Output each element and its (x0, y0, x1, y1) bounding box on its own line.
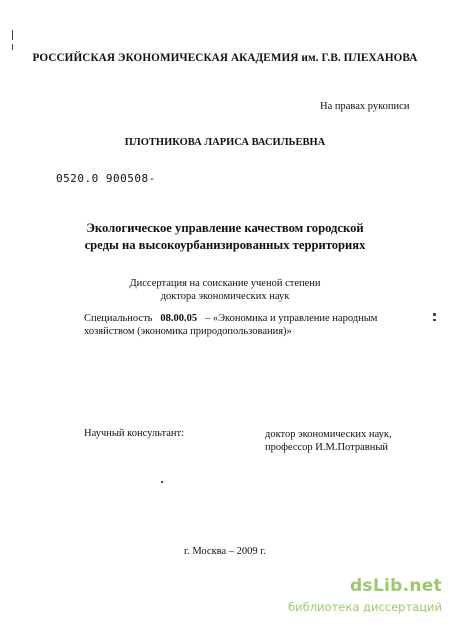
title-line: Экологическое управление качеством городской (86, 221, 364, 235)
degree-statement (0, 277, 450, 303)
specialty-text: – «Экономика и управление народным (204, 313, 378, 324)
specialty-prefix: Специальность (84, 313, 153, 324)
dslib-watermark (272, 576, 442, 622)
consultant-degree: доктор экономических наук, (265, 429, 392, 440)
consultant-info (265, 428, 392, 454)
catalog-code: 0520.0 900508- (56, 172, 156, 185)
scan-mark (433, 313, 436, 316)
watermark-tagline: библиотека диссертаций (288, 600, 442, 614)
specialty-code: 08.00.05 (160, 313, 198, 324)
scan-mark (433, 319, 436, 321)
consultant-name: профессор И.М.Потравный (265, 442, 389, 453)
scan-mark (12, 44, 13, 50)
title-line: среды на высокоурбанизированных территориях (84, 238, 366, 252)
degree-line: Диссертация на соискание ученой степени (129, 278, 321, 289)
degree-line: доктора экономических наук (160, 291, 290, 302)
scan-mark (12, 30, 13, 40)
academy-name: РОССИЙСКАЯ ЭКОНОМИЧЕСКАЯ АКАДЕМИЯ им. Г.В. ПЛЕХАНОВА (32, 52, 418, 64)
specialty-text: хозяйством (экономика природопользования)» (84, 326, 292, 337)
rights-note: На правах рукописи (320, 101, 410, 112)
consultant-label: Научный консультант: (84, 428, 185, 439)
dissertation-title (0, 220, 450, 254)
author-name: ПЛОТНИКОВА ЛАРИСА ВАСИЛЬЕВНА (124, 137, 326, 148)
watermark-logo: dsLib.net (349, 576, 442, 596)
specialty-block (84, 312, 424, 338)
city-year: г. Москва – 2009 г. (183, 546, 267, 557)
scan-mark (161, 481, 163, 483)
